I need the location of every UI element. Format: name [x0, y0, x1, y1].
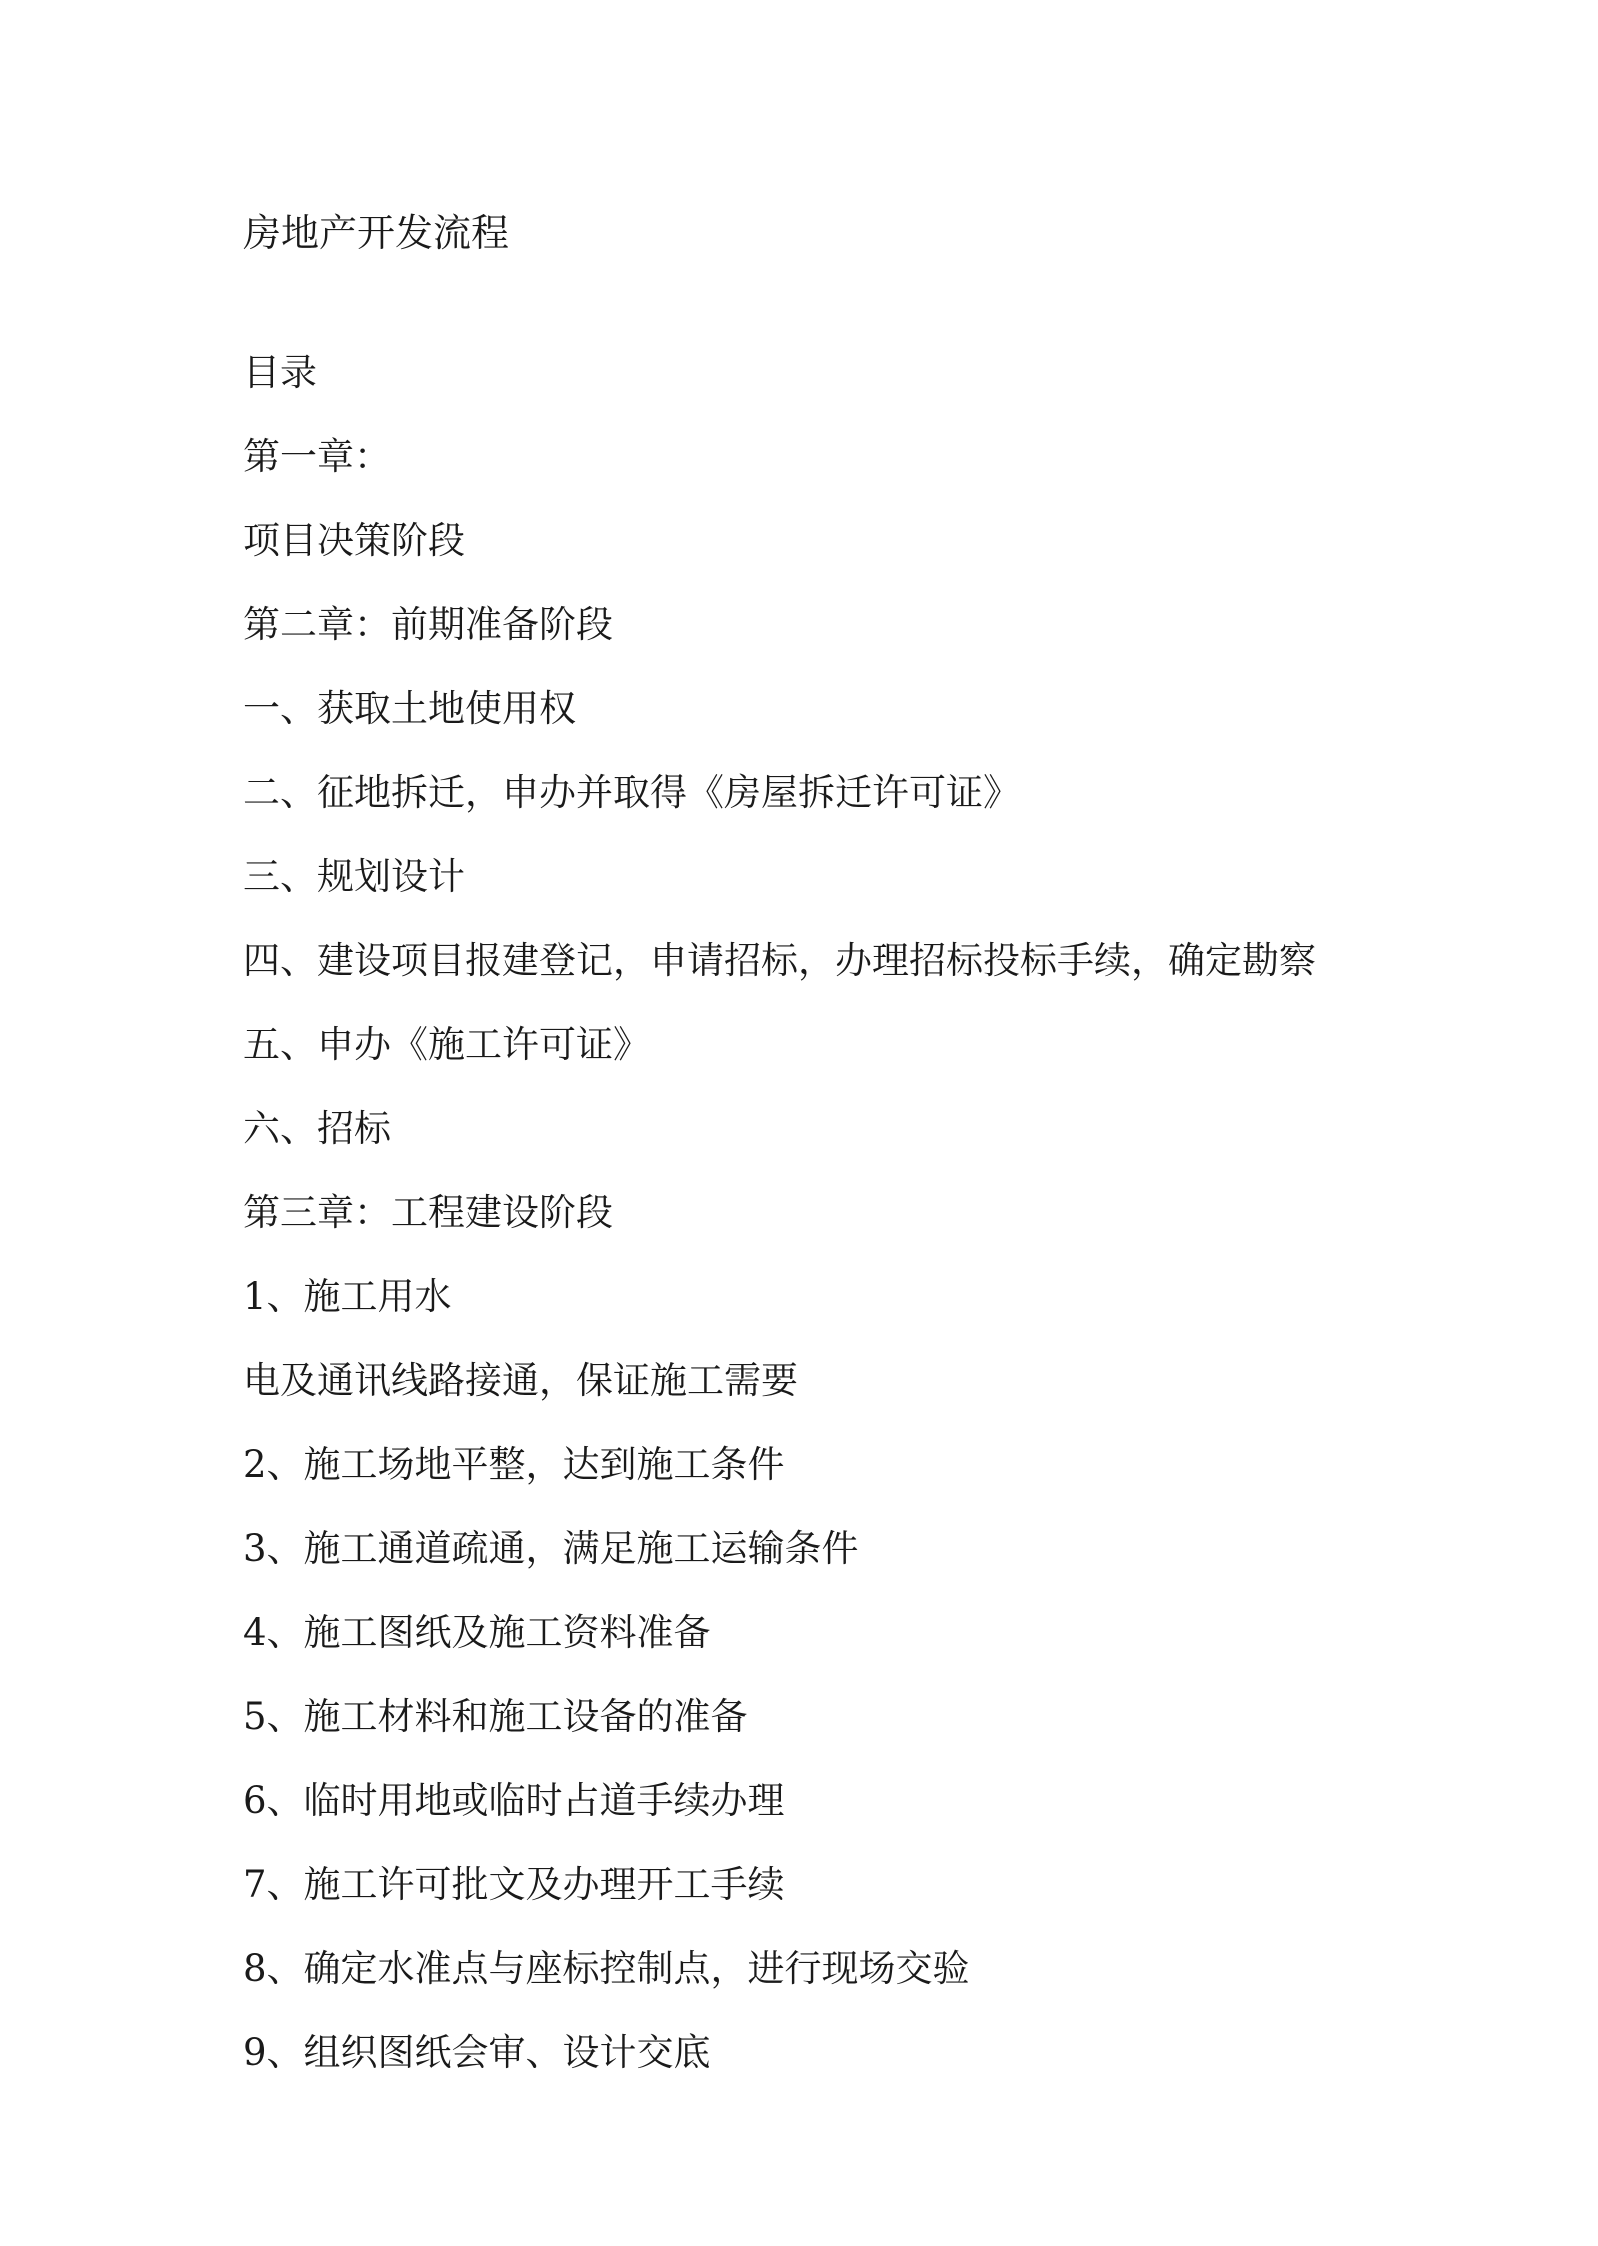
toc-item: 9、组织图纸会审、设计交底: [243, 2031, 711, 2074]
toc-chapter-1-title: 项目决策阶段: [243, 519, 465, 562]
toc-chapter-1: 第一章：: [243, 435, 391, 478]
toc-item: 3、施工通道疏通，满足施工运输条件: [243, 1527, 859, 1570]
toc-chapter-2: 第二章：前期准备阶段: [243, 603, 613, 646]
toc-item: 三、规划设计: [243, 855, 465, 898]
toc-item: 一、获取土地使用权: [243, 687, 576, 730]
toc-item: 8、确定水准点与座标控制点，进行现场交验: [243, 1947, 970, 1990]
document-title: 房地产开发流程: [243, 211, 510, 255]
toc-item: 二、征地拆迁，申办并取得《房屋拆迁许可证》: [243, 771, 1020, 814]
toc-chapter-3: 第三章：工程建设阶段: [243, 1191, 613, 1234]
toc-item: 四、建设项目报建登记，申请招标，办理招标投标手续，确定勘察: [243, 939, 1316, 982]
toc-item: 1、施工用水: [243, 1275, 452, 1318]
toc-item: 6、临时用地或临时占道手续办理: [243, 1779, 785, 1822]
toc-item: 4、施工图纸及施工资料准备: [243, 1611, 711, 1654]
toc-item: 六、招标: [243, 1107, 391, 1150]
toc-item: 电及通讯线路接通，保证施工需要: [243, 1359, 798, 1402]
table-of-contents: [243, 331, 1316, 2095]
toc-heading: 目录: [243, 351, 317, 394]
toc-item: 7、施工许可批文及办理开工手续: [243, 1863, 785, 1906]
toc-item: 五、申办《施工许可证》: [243, 1023, 650, 1066]
toc-item: 5、施工材料和施工设备的准备: [243, 1695, 748, 1738]
toc-item: 2、施工场地平整，达到施工条件: [243, 1443, 785, 1486]
